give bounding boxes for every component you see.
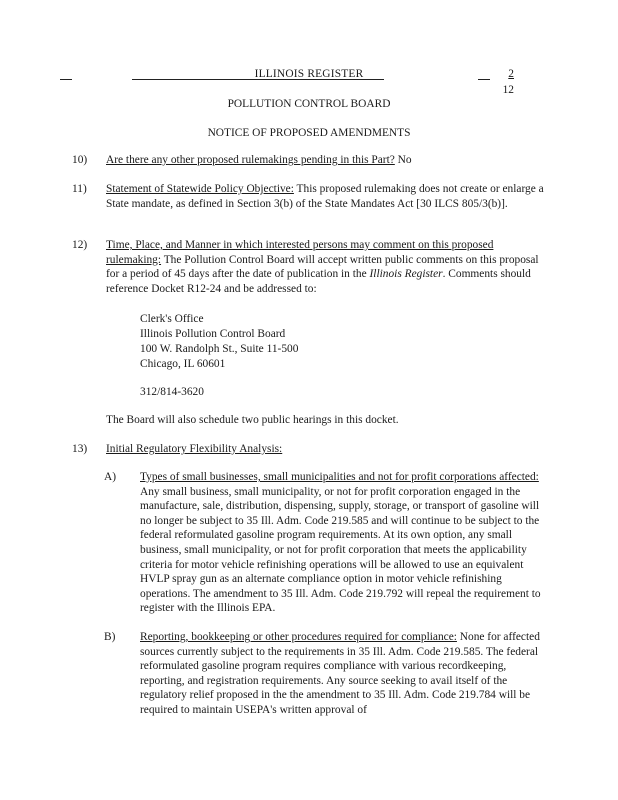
item-number: 11): [72, 183, 87, 195]
item-text: This proposed rulemaking does not create or enlarge a State mandate, as defined in Section 3(b) of the State Mandates Act [30 ILCS 805/3(b)].: [106, 183, 544, 210]
agency-name: POLLUTION CONTROL BOARD: [227, 98, 391, 110]
hearings-text: The Board will also schedule two public hearings in this docket.: [106, 414, 399, 426]
phone-number: 312/814-3620: [140, 386, 204, 398]
publication-name: Illinois Register: [369, 268, 443, 281]
item-body: [106, 182, 550, 211]
item-number: 12): [72, 239, 88, 251]
item-body: [106, 238, 550, 296]
item-text-cont: . Comments should reference Docket R12-24 and be addressed to:: [106, 268, 531, 295]
item-body: [106, 153, 550, 168]
item-heading: Are there any other proposed rulemakings pending in this Part?: [106, 154, 395, 166]
page-number: 2: [508, 68, 514, 80]
subitem-label: B): [104, 631, 116, 643]
subitem-heading: Reporting, bookkeeping or other procedures required for compliance:: [140, 631, 457, 643]
item-heading: Initial Regulatory Flexibility Analysis:: [106, 443, 283, 455]
item-text: The Pollution Control Board will accept written public comments on this proposal for a period of 45 days after the date of publication in the: [106, 253, 539, 281]
hearings-note: [106, 413, 550, 428]
subitem-text: None for affected sources currently subject to the requirements in 35 Ill. Adm. Code 219.585. The federal reformulated gasoline program requires compliance with various recordkeeping, reporting, and registration requirements. Any source seeking to avail itself of the regulatory relief proposed in the the amendment to 35 Ill. Adm. Code 219.784 will be required to maintain USEPA's written approval of: [140, 631, 540, 716]
subitem-body: [140, 470, 548, 616]
register-title: ILLINOIS REGISTER: [254, 68, 364, 80]
issue-number: 12: [502, 84, 514, 96]
address-line-3: 100 W. Randolph St., Suite 11-500: [140, 343, 299, 355]
item-answer: No: [394, 154, 412, 166]
address-line-4: Chicago, IL 60601: [140, 358, 226, 370]
item-heading: Statement of Statewide Policy Objective:: [106, 183, 294, 195]
item-number: 10): [72, 154, 88, 166]
subitem-text: Any small business, small municipality, or not for profit corporation engaged in the manufacture, sale, distribution, dispensing, supply, storage, or transport of gasoline will no longer be subject to 35 Ill. Adm. Code 219.585 and will continue to be subject to the federal reformulated gasoline program requirements. At its own option, any small business, small municipality, or not for profit corporation that meets the applicability criteria for motor vehicle refinishing operations will be allowed to use an equivalent HVLP spray gun as an alternate compliance option in motor vehicle refinishing operations. The amendment to 35 Ill. Adm. Code 219.792 will repeal the requirement to register with the Illinois EPA.: [140, 485, 541, 615]
subitem-body: [140, 630, 548, 718]
item-heading: Time, Place, and Manner in which interested persons may comment on this proposed rulemaking:: [106, 239, 494, 266]
item-number: 13): [72, 443, 88, 455]
address-line-2: Illinois Pollution Control Board: [140, 328, 286, 340]
subitem-heading: Types of small businesses, small municipalities and not for profit corporations affected:: [140, 471, 539, 483]
notice-title: NOTICE OF PROPOSED AMENDMENTS: [207, 127, 411, 139]
address-line-1: Clerk's Office: [140, 313, 204, 325]
subitem-label: A): [104, 471, 117, 483]
